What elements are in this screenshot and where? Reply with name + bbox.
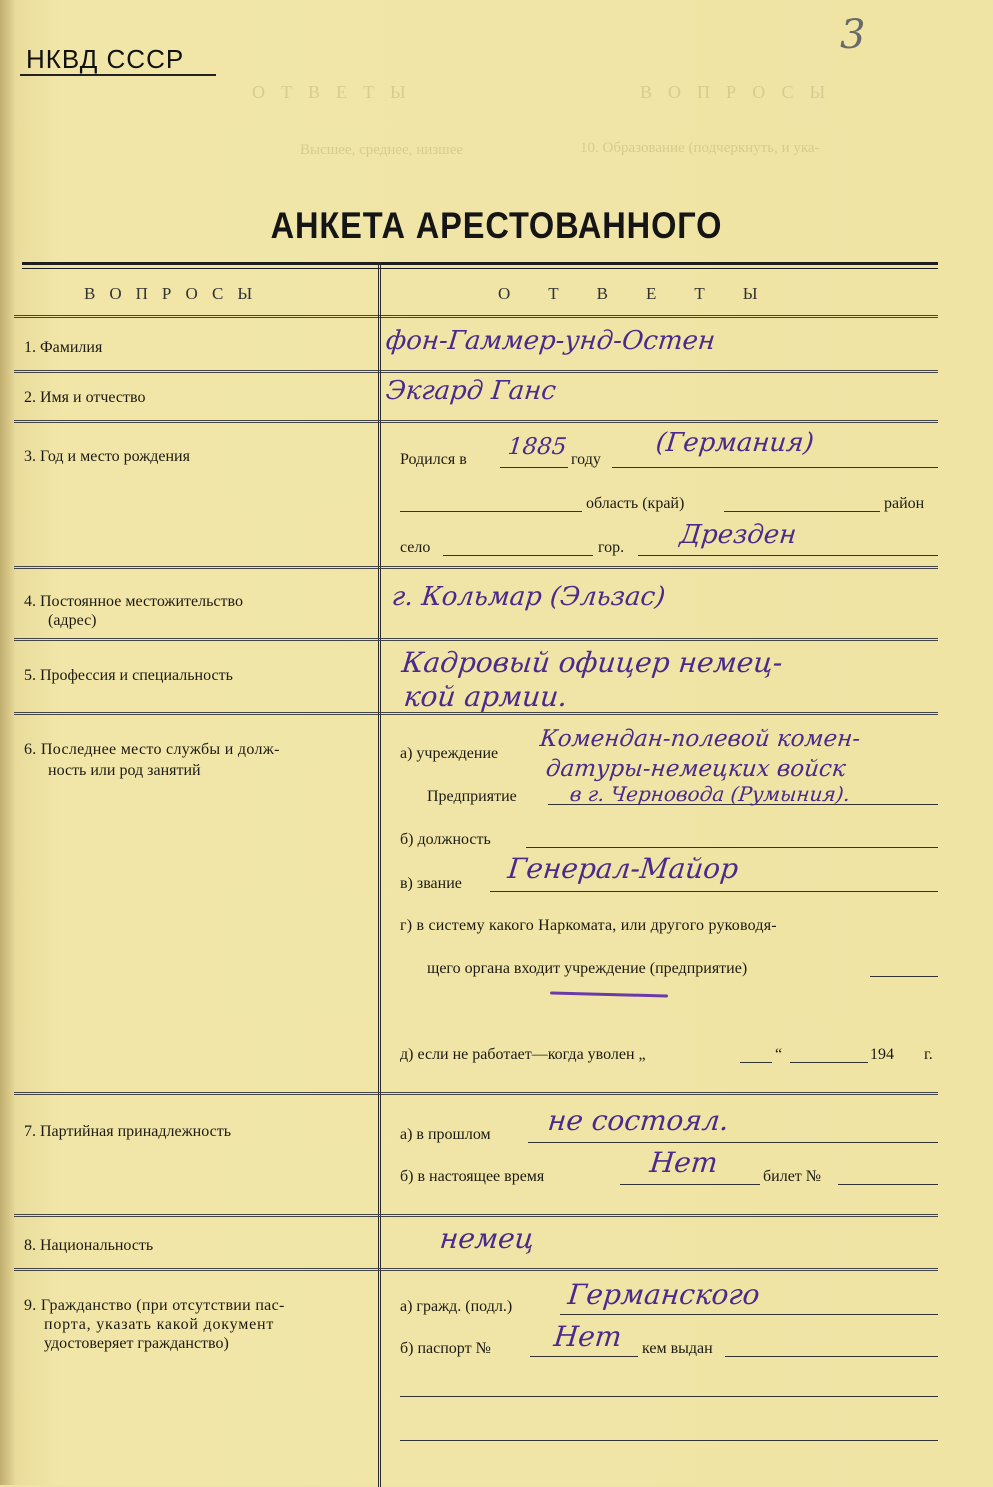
form-title: АНКЕТА АРЕСТОВАННОГО bbox=[270, 205, 723, 246]
header-rule-top bbox=[22, 262, 938, 265]
column-header-answers: ОТВЕТЫ bbox=[498, 284, 796, 303]
header-rule-bottom bbox=[14, 315, 938, 318]
answer-party-now: Нет bbox=[648, 1146, 720, 1179]
answer-citizenship: Германского bbox=[566, 1278, 762, 1311]
question-last-job-cont: ность или род занятий bbox=[48, 762, 201, 779]
underline-district-blank bbox=[724, 511, 880, 512]
label-citizenship: а) гражд. (подл.) bbox=[400, 1298, 513, 1315]
underline-year bbox=[500, 467, 568, 468]
label-enterprise: Предприятие bbox=[427, 788, 517, 805]
underline-village-blank bbox=[443, 555, 593, 556]
underline-citizenship bbox=[560, 1314, 938, 1315]
organization-name: НКВД СССР bbox=[26, 44, 185, 74]
underline-party-now bbox=[620, 1184, 760, 1185]
row-separator bbox=[14, 420, 938, 423]
row-separator bbox=[14, 1214, 938, 1217]
underline-party-past bbox=[528, 1142, 938, 1143]
underline-ticket-blank bbox=[838, 1184, 938, 1185]
underline-dismissed-day bbox=[740, 1062, 772, 1063]
underline-issued-by-blank bbox=[725, 1356, 938, 1357]
answer-profession-line2: кой армии. bbox=[402, 680, 570, 713]
row-separator bbox=[14, 1268, 938, 1271]
answer-nationality: немец bbox=[438, 1222, 537, 1255]
binding-edge bbox=[0, 0, 14, 1485]
question-residence-address: (адрес) bbox=[48, 612, 97, 629]
answer-profession-line1: Кадровый офицер немец- bbox=[400, 646, 785, 679]
label-dismissed: д) если не работает—когда уволен „ bbox=[400, 1046, 646, 1063]
label-dismissed-quote: “ bbox=[775, 1046, 783, 1063]
column-divider bbox=[378, 262, 381, 1487]
underline-rank bbox=[490, 891, 938, 892]
question-party: 7. Партийная принадлежность bbox=[24, 1123, 232, 1140]
label-year: году bbox=[571, 451, 601, 468]
label-party-now: б) в настоящее время bbox=[400, 1168, 545, 1185]
label-rank: в) звание bbox=[400, 875, 462, 892]
row-separator bbox=[14, 638, 938, 641]
bleed-through-header-voprosy: ВОПРОСЫ bbox=[640, 82, 842, 102]
answer-residence: г. Кольмар (Эльзас) bbox=[390, 582, 667, 612]
row-separator bbox=[14, 370, 938, 373]
underline-dismissed-month bbox=[790, 1062, 868, 1063]
bleed-through-text: 10. Образование (подчеркнуть, и ука- bbox=[580, 140, 820, 156]
label-position: б) должность bbox=[400, 831, 491, 848]
underline-city bbox=[638, 555, 938, 556]
label-commissariat-line2: щего органа входит учреждение (предприятие) bbox=[427, 960, 748, 977]
label-born: Родился в bbox=[400, 451, 467, 468]
answer-institution-line2: датуры-немецких войск bbox=[544, 756, 848, 782]
label-district: район bbox=[884, 495, 925, 512]
underline-passport bbox=[530, 1356, 638, 1357]
question-citizenship: 9. Гражданство (при отсутствии пас- bbox=[24, 1297, 285, 1314]
bleed-through-text: Высшее, среднее, низшее bbox=[300, 142, 464, 158]
org-underline bbox=[20, 74, 216, 76]
answer-surname: фон-Гаммер-унд-Остен bbox=[384, 326, 717, 356]
underline-position-blank bbox=[526, 847, 938, 848]
bleed-through-header-otvety: ОТВЕТЫ bbox=[252, 82, 422, 102]
row-separator bbox=[14, 566, 938, 569]
question-name: 2. Имя и отчество bbox=[24, 389, 146, 406]
question-profession: 5. Профессия и специальность bbox=[24, 667, 233, 684]
row-separator bbox=[14, 1092, 938, 1095]
answer-passport: Нет bbox=[552, 1320, 624, 1353]
answer-party-past: не состоял. bbox=[546, 1104, 731, 1137]
label-region: область (край) bbox=[586, 495, 685, 512]
label-passport: б) паспорт № bbox=[400, 1340, 491, 1357]
answer-birth-city: Дрезден bbox=[678, 520, 798, 550]
label-dismissed-year: 194 bbox=[870, 1046, 894, 1063]
underline-region-blank bbox=[400, 511, 582, 512]
label-commissariat-line1: г) в систему какого Наркомата, или другого руководя- bbox=[400, 917, 777, 934]
label-issued-by: кем выдан bbox=[642, 1340, 713, 1357]
question-birth: 3. Год и место рождения bbox=[24, 448, 190, 465]
header-rule-thin bbox=[22, 268, 938, 269]
underline-blank-line bbox=[400, 1396, 938, 1397]
answer-name: Экгард Ганс bbox=[384, 376, 558, 406]
answer-rank: Генерал-Майор bbox=[506, 852, 740, 885]
page-number: 3 bbox=[840, 12, 866, 58]
label-dismissed-g: г. bbox=[924, 1046, 933, 1063]
answer-birth-country: (Германия) bbox=[654, 428, 816, 458]
label-party-past: а) в прошлом bbox=[400, 1126, 491, 1143]
question-surname: 1. Фамилия bbox=[24, 339, 103, 356]
question-citizenship-cont: порта, указать какой документ bbox=[44, 1316, 275, 1333]
question-residence: 4. Постоянное местожительство bbox=[24, 593, 243, 610]
question-citizenship-cont2: удостоверяет гражданство) bbox=[44, 1335, 229, 1352]
label-city: гор. bbox=[598, 539, 625, 556]
underline-country bbox=[612, 467, 938, 468]
answer-institution-line1: Комендан-полевой комен- bbox=[538, 726, 862, 752]
question-last-job: 6. Последнее место службы и долж- bbox=[24, 741, 280, 758]
question-nationality: 8. Национальность bbox=[24, 1237, 154, 1254]
underline-blank-line bbox=[400, 1440, 938, 1441]
label-ticket: билет № bbox=[763, 1168, 822, 1185]
label-village: село bbox=[400, 539, 431, 556]
answer-institution-line3: в г. Черновода (Румыния). bbox=[568, 782, 852, 806]
column-header-questions: ВОПРОСЫ bbox=[84, 284, 267, 303]
label-institution: а) учреждение bbox=[400, 745, 499, 762]
answer-birth-year: 1885 bbox=[506, 434, 568, 460]
underline-commissariat-blank bbox=[870, 976, 938, 977]
